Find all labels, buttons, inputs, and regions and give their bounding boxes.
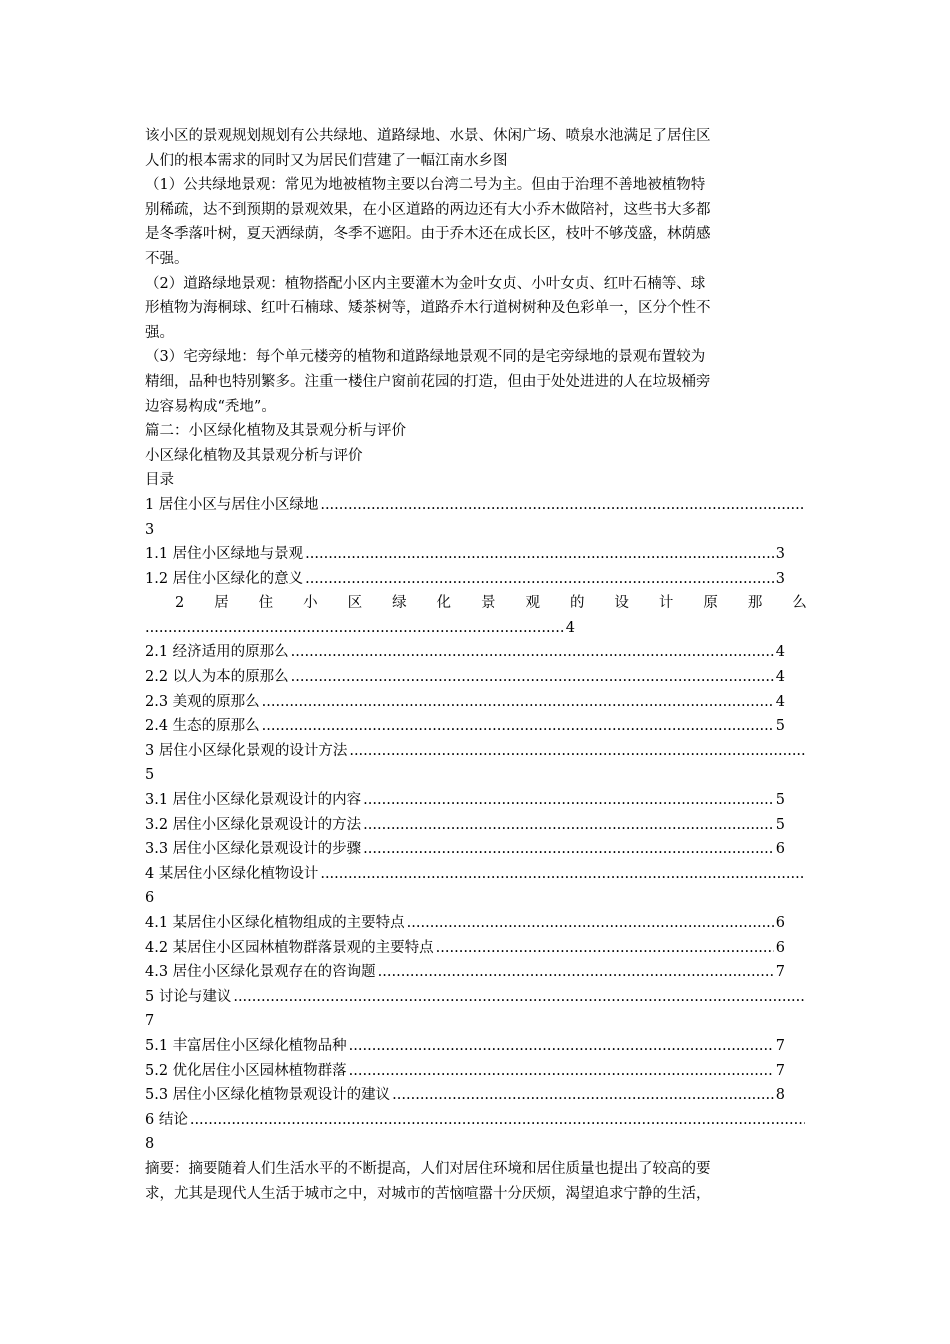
toc-entry-label: 4.2 某居住小区园林植物群落景观的主要特点 <box>145 939 434 956</box>
toc-leader-dots <box>363 837 774 862</box>
para3-line-1: （3）宅旁绿地：每个单元楼旁的植物和道路绿地景观不同的是宅旁绿地的景观布置较为 <box>145 349 706 366</box>
toc-entry-char: 计 <box>658 595 674 612</box>
toc-entry-char: 观 <box>525 595 540 612</box>
toc-leader-dots <box>363 813 774 838</box>
toc-entry[interactable] <box>145 911 785 936</box>
toc-page-number: 7 <box>775 1062 785 1079</box>
toc-entry-label: 1 居住小区与居住小区绿地 <box>145 496 319 513</box>
toc-page-number: 5 <box>775 718 785 735</box>
toc-leader-dots <box>320 862 805 887</box>
toc-entry-char: 2 <box>175 595 185 612</box>
toc-entry[interactable] <box>145 813 785 838</box>
para3-line-3: 边容易构成“秃地”。 <box>145 398 276 415</box>
toc-entry[interactable] <box>145 1108 807 1133</box>
toc-entry-label: 1.1 居住小区绿地与景观 <box>145 546 304 563</box>
toc-entry-char: 设 <box>614 595 629 612</box>
toc-entry-char: 区 <box>347 595 363 612</box>
para3-line-2: 精细，品种也特别繁多。注重一楼住户窗前花园的打造，但由于处处进进的人在垃圾桶旁 <box>145 373 711 390</box>
toc-entry-char: 的 <box>569 595 585 612</box>
section-heading: 篇二：小区绿化植物及其景观分析与评价 <box>145 423 406 440</box>
toc-page-number: 6 <box>775 939 785 956</box>
toc-entry[interactable] <box>145 936 785 961</box>
toc-entry-char: 居 <box>214 595 229 612</box>
toc-page-number: 7 <box>775 1037 785 1054</box>
toc-entry[interactable] <box>145 862 807 887</box>
toc-page-number: 3 <box>775 546 785 563</box>
toc-entry-char: 那 <box>747 595 763 612</box>
toc-page-number: 6 <box>775 915 785 931</box>
toc-page-number: 6 <box>145 890 155 907</box>
toc-leader-dots <box>349 1034 774 1059</box>
toc-leader-dots <box>291 665 774 690</box>
toc-entry[interactable] <box>145 1083 785 1108</box>
toc-entry-label: 3 居住小区绿化景观的设计方法 <box>145 742 348 759</box>
toc-entry[interactable] <box>145 960 785 985</box>
para2-line-2: 形植物为海桐球、红叶石楠球、矮茶树等，道路乔木行道树树种及色彩单一，区分个性不 <box>145 300 711 317</box>
toc-entry[interactable] <box>145 690 785 715</box>
toc-entry-label: 1.2 居住小区绿化的意义 <box>145 570 304 587</box>
abstract-line-2: 求，尤其是现代人生活于城市之中，对城市的苦恼喧嚣十分厌烦，渴望追求宁静的生活， <box>145 1185 711 1202</box>
intro-line-2: 人们的根本需求的同时又为居民们营建了一幅江南水乡图 <box>145 152 508 169</box>
toc-page-number: 8 <box>775 1087 785 1104</box>
toc-page-number: 7 <box>145 1013 155 1030</box>
toc-leader-dots <box>190 1108 805 1133</box>
toc-entry-label: 6 结论 <box>145 1111 188 1128</box>
para1-line-1: （1）公共绿地景观：常见为地被植物主要以台湾二号为主。但由于治理不善地被植物特 <box>145 177 706 194</box>
toc-entry-char: 原 <box>703 595 718 612</box>
toc-entry[interactable] <box>145 837 785 862</box>
toc-entry[interactable] <box>145 493 807 518</box>
toc-page-number: 6 <box>775 841 785 858</box>
toc-page-number: 5 <box>145 767 155 784</box>
toc-entry-char: 么 <box>792 595 807 612</box>
toc-page-number: 5 <box>775 816 785 833</box>
toc-leader-dots <box>305 567 774 592</box>
para1-line-4: 不强。 <box>145 250 189 267</box>
toc-entry-label: 5.1 丰富居住小区绿化植物品种 <box>145 1037 347 1054</box>
para1-line-2: 别稀疏，达不到预期的景观效果，在小区道路的两边还有大小乔木做陪衬，这些书大多都 <box>145 201 711 218</box>
toc-entry[interactable] <box>145 542 785 567</box>
toc-leader-dots <box>378 960 774 985</box>
toc-page-number: 7 <box>775 964 785 981</box>
toc-entry[interactable] <box>145 714 785 739</box>
toc-leader-dots <box>262 690 774 715</box>
toc-page-number: 8 <box>145 1136 155 1153</box>
toc-entry-label: 5 讨论与建议 <box>145 988 232 1005</box>
toc-entry[interactable] <box>145 985 807 1010</box>
toc-entry[interactable] <box>145 788 785 813</box>
para1-line-3: 是冬季落叶树，夏天洒绿荫，冬季不遮阳。由于乔木还在成长区，枝叶不够茂盛，林荫感 <box>145 226 711 243</box>
toc-entry-continuation <box>145 616 575 641</box>
toc-page-number: 3 <box>775 570 785 587</box>
toc-leader-dots <box>145 616 564 641</box>
toc-entry-char: 绿 <box>392 595 407 612</box>
toc-entry-label: 4.1 某居住小区绿化植物组成的主要特点 <box>145 915 405 931</box>
document-page <box>145 124 807 1206</box>
toc-entry[interactable] <box>145 640 785 665</box>
toc-leader-dots <box>363 788 774 813</box>
toc-entry-char: 住 <box>258 595 274 612</box>
toc-page-number: 4 <box>775 669 785 686</box>
toc-leader-dots <box>262 714 774 739</box>
toc-leader-dots <box>436 936 774 961</box>
toc-leader-dots <box>349 1059 774 1084</box>
para2-line-3: 强。 <box>145 324 174 341</box>
toc-entry-label: 5.2 优化居住小区园林植物群落 <box>145 1062 347 1079</box>
toc-leader-dots <box>233 985 805 1010</box>
toc-entry-label: 2.2 以人为本的原那么 <box>145 669 289 686</box>
toc-leader-dots <box>305 542 774 567</box>
toc-leader-dots <box>407 911 774 936</box>
toc-leader-dots <box>392 1083 774 1108</box>
toc-entry[interactable] <box>145 665 785 690</box>
abstract-line-1: 摘要：摘要随着人们生活水平的不断提高，人们对居住环境和居住质量也提出了较高的要 <box>145 1160 711 1177</box>
toc-page-number: 3 <box>145 521 155 538</box>
toc-page-number: 4 <box>775 644 785 661</box>
toc-entry[interactable] <box>145 739 807 764</box>
toc-page-number: 4 <box>775 693 785 710</box>
toc-leader-dots <box>320 493 805 518</box>
toc-entry-char: 景 <box>481 595 496 612</box>
toc-entry-label: 5.3 居住小区绿化植物景观设计的建议 <box>145 1087 391 1104</box>
toc-entry-label: 2.4 生态的原那么 <box>145 718 260 735</box>
toc-leader-dots <box>291 640 774 665</box>
toc-leader-dots <box>349 739 805 764</box>
table-of-contents <box>145 493 807 1157</box>
toc-entry[interactable] <box>145 1034 785 1059</box>
toc-entry-label: 2.1 经济适用的原那么 <box>145 644 289 661</box>
toc-entry-label: 3.1 居住小区绿化景观设计的内容 <box>145 792 362 809</box>
toc-entry-label: 4 某居住小区绿化植物设计 <box>145 865 319 882</box>
toc-entry-label: 2.3 美观的原那么 <box>145 693 260 710</box>
para2-line-1: （2）道路绿地景观：植物搭配小区内主要灌木为金叶女贞、小叶女贞、红叶石楠等、球 <box>145 275 706 292</box>
toc-entry[interactable] <box>145 567 785 592</box>
toc-entry-label: 3.3 居住小区绿化景观设计的步骤 <box>145 841 362 858</box>
toc-entry-label: 3.2 居住小区绿化景观设计的方法 <box>145 816 362 833</box>
toc-entry[interactable] <box>145 1059 785 1084</box>
toc-page-number: 4 <box>565 619 575 636</box>
intro-line-1: 该小区的景观规划规划有公共绿地、道路绿地、水景、休闲广场、喷泉水池满足了居住区 <box>145 128 711 144</box>
doc-title: 小区绿化植物及其景观分析与评价 <box>145 447 363 464</box>
toc-entry-char: 化 <box>436 595 452 612</box>
toc-entry-label: 4.3 居住小区绿化景观存在的咨询题 <box>145 964 376 981</box>
toc-entry-spread[interactable] <box>145 591 807 616</box>
toc-heading: 目录 <box>145 472 174 489</box>
toc-entry-char: 小 <box>303 595 318 612</box>
toc-page-number: 5 <box>775 792 785 809</box>
